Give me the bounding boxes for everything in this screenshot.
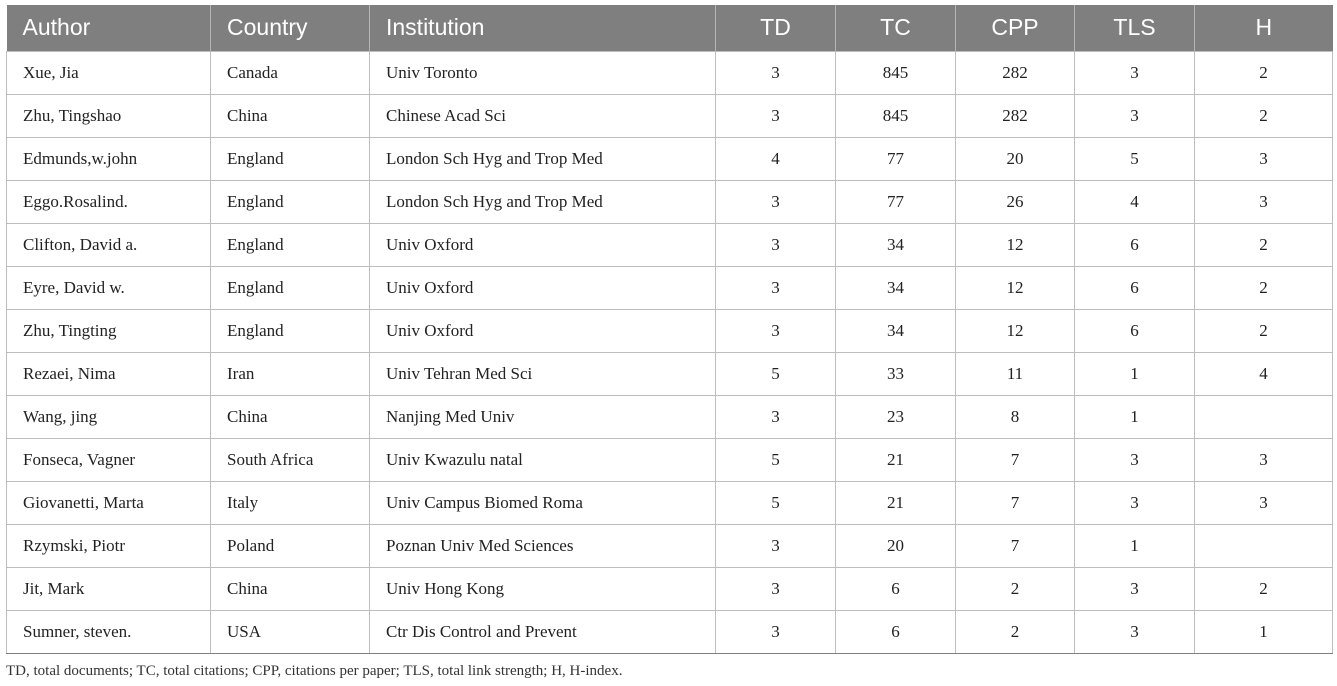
tc-cell: 34 xyxy=(836,223,956,266)
table-row xyxy=(7,94,1333,137)
table-row xyxy=(7,395,1333,438)
cpp-cell: 26 xyxy=(956,180,1075,223)
author-cell: Eyre, David w. xyxy=(7,266,211,309)
table-footnote: TD, total documents; TC, total citations; CPP, citations per paper; TLS, total link strength; H, H-index. xyxy=(6,663,623,679)
cpp-cell: 7 xyxy=(956,524,1075,567)
td-cell: 3 xyxy=(716,309,836,352)
tls-cell: 5 xyxy=(1075,137,1195,180)
table-row xyxy=(7,352,1333,395)
author-table xyxy=(6,5,1333,654)
author-cell: Zhu, Tingting xyxy=(7,309,211,352)
tls-cell: 6 xyxy=(1075,309,1195,352)
tls-cell: 1 xyxy=(1075,352,1195,395)
cpp-cell: 282 xyxy=(956,51,1075,94)
country-cell: England xyxy=(211,180,370,223)
tc-cell: 34 xyxy=(836,309,956,352)
td-cell: 5 xyxy=(716,352,836,395)
tls-cell: 6 xyxy=(1075,223,1195,266)
cpp-cell: 12 xyxy=(956,223,1075,266)
cpp-cell: 20 xyxy=(956,137,1075,180)
country-cell: USA xyxy=(211,610,370,653)
tc-cell: 34 xyxy=(836,266,956,309)
author-cell: Rzymski, Piotr xyxy=(7,524,211,567)
author-cell: Fonseca, Vagner xyxy=(7,438,211,481)
tls-cell: 3 xyxy=(1075,481,1195,524)
header-tls: TLS xyxy=(1075,5,1195,51)
h-cell xyxy=(1195,524,1333,567)
tls-cell: 3 xyxy=(1075,610,1195,653)
author-cell: Zhu, Tingshao xyxy=(7,94,211,137)
country-cell: England xyxy=(211,309,370,352)
tls-cell: 6 xyxy=(1075,266,1195,309)
header-h: H xyxy=(1195,5,1333,51)
institution-cell: Univ Campus Biomed Roma xyxy=(370,481,716,524)
institution-cell: Univ Oxford xyxy=(370,223,716,266)
tc-cell: 77 xyxy=(836,137,956,180)
institution-cell: London Sch Hyg and Trop Med xyxy=(370,137,716,180)
author-cell: Giovanetti, Marta xyxy=(7,481,211,524)
td-cell: 3 xyxy=(716,395,836,438)
author-cell: Clifton, David a. xyxy=(7,223,211,266)
table-row xyxy=(7,266,1333,309)
tls-cell: 3 xyxy=(1075,51,1195,94)
institution-cell: Univ Oxford xyxy=(370,309,716,352)
cpp-cell: 7 xyxy=(956,481,1075,524)
author-cell: Wang, jing xyxy=(7,395,211,438)
country-cell: England xyxy=(211,137,370,180)
td-cell: 3 xyxy=(716,610,836,653)
country-cell: China xyxy=(211,567,370,610)
header-td: TD xyxy=(716,5,836,51)
header-cpp: CPP xyxy=(956,5,1075,51)
country-cell: England xyxy=(211,266,370,309)
cpp-cell: 12 xyxy=(956,309,1075,352)
td-cell: 4 xyxy=(716,137,836,180)
tls-cell: 3 xyxy=(1075,567,1195,610)
header-country: Country xyxy=(211,5,370,51)
table-row xyxy=(7,610,1333,653)
institution-cell: Chinese Acad Sci xyxy=(370,94,716,137)
h-cell: 2 xyxy=(1195,51,1333,94)
h-cell: 2 xyxy=(1195,94,1333,137)
td-cell: 3 xyxy=(716,94,836,137)
tls-cell: 3 xyxy=(1075,438,1195,481)
table-row xyxy=(7,438,1333,481)
td-cell: 3 xyxy=(716,223,836,266)
author-cell: Eggo.Rosalind. xyxy=(7,180,211,223)
h-cell: 3 xyxy=(1195,137,1333,180)
table-row xyxy=(7,481,1333,524)
tc-cell: 77 xyxy=(836,180,956,223)
table-row xyxy=(7,567,1333,610)
tc-cell: 33 xyxy=(836,352,956,395)
cpp-cell: 7 xyxy=(956,438,1075,481)
table-row xyxy=(7,180,1333,223)
country-cell: England xyxy=(211,223,370,266)
tls-cell: 1 xyxy=(1075,395,1195,438)
country-cell: Poland xyxy=(211,524,370,567)
institution-cell: Nanjing Med Univ xyxy=(370,395,716,438)
table-row xyxy=(7,309,1333,352)
institution-cell: Univ Hong Kong xyxy=(370,567,716,610)
h-cell xyxy=(1195,395,1333,438)
institution-cell: Univ Kwazulu natal xyxy=(370,438,716,481)
h-cell: 3 xyxy=(1195,481,1333,524)
table-body xyxy=(7,51,1333,653)
institution-cell: Univ Oxford xyxy=(370,266,716,309)
h-cell: 2 xyxy=(1195,266,1333,309)
tc-cell: 6 xyxy=(836,610,956,653)
header-institution: Institution xyxy=(370,5,716,51)
country-cell: Italy xyxy=(211,481,370,524)
country-cell: China xyxy=(211,395,370,438)
table-row xyxy=(7,51,1333,94)
tls-cell: 3 xyxy=(1075,94,1195,137)
author-cell: Edmunds,w.john xyxy=(7,137,211,180)
institution-cell: Univ Toronto xyxy=(370,51,716,94)
h-cell: 2 xyxy=(1195,223,1333,266)
tls-cell: 1 xyxy=(1075,524,1195,567)
cpp-cell: 8 xyxy=(956,395,1075,438)
institution-cell: Univ Tehran Med Sci xyxy=(370,352,716,395)
country-cell: South Africa xyxy=(211,438,370,481)
td-cell: 5 xyxy=(716,481,836,524)
h-cell: 2 xyxy=(1195,309,1333,352)
header-author: Author xyxy=(7,5,211,51)
author-cell: Sumner, steven. xyxy=(7,610,211,653)
author-table-container xyxy=(6,5,1332,654)
author-cell: Jit, Mark xyxy=(7,567,211,610)
tc-cell: 20 xyxy=(836,524,956,567)
country-cell: Canada xyxy=(211,51,370,94)
tc-cell: 23 xyxy=(836,395,956,438)
country-cell: China xyxy=(211,94,370,137)
h-cell: 3 xyxy=(1195,180,1333,223)
author-cell: Xue, Jia xyxy=(7,51,211,94)
tc-cell: 6 xyxy=(836,567,956,610)
h-cell: 2 xyxy=(1195,567,1333,610)
h-cell: 1 xyxy=(1195,610,1333,653)
table-row xyxy=(7,137,1333,180)
author-cell: Rezaei, Nima xyxy=(7,352,211,395)
cpp-cell: 2 xyxy=(956,610,1075,653)
h-cell: 3 xyxy=(1195,438,1333,481)
cpp-cell: 282 xyxy=(956,94,1075,137)
cpp-cell: 2 xyxy=(956,567,1075,610)
td-cell: 5 xyxy=(716,438,836,481)
cpp-cell: 11 xyxy=(956,352,1075,395)
td-cell: 3 xyxy=(716,180,836,223)
table-header-row xyxy=(7,5,1333,51)
tls-cell: 4 xyxy=(1075,180,1195,223)
td-cell: 3 xyxy=(716,524,836,567)
td-cell: 3 xyxy=(716,266,836,309)
institution-cell: Ctr Dis Control and Prevent xyxy=(370,610,716,653)
country-cell: Iran xyxy=(211,352,370,395)
td-cell: 3 xyxy=(716,567,836,610)
h-cell: 4 xyxy=(1195,352,1333,395)
table-row xyxy=(7,524,1333,567)
header-tc: TC xyxy=(836,5,956,51)
cpp-cell: 12 xyxy=(956,266,1075,309)
tc-cell: 21 xyxy=(836,481,956,524)
institution-cell: London Sch Hyg and Trop Med xyxy=(370,180,716,223)
institution-cell: Poznan Univ Med Sciences xyxy=(370,524,716,567)
tc-cell: 845 xyxy=(836,51,956,94)
tc-cell: 21 xyxy=(836,438,956,481)
td-cell: 3 xyxy=(716,51,836,94)
table-row xyxy=(7,223,1333,266)
tc-cell: 845 xyxy=(836,94,956,137)
